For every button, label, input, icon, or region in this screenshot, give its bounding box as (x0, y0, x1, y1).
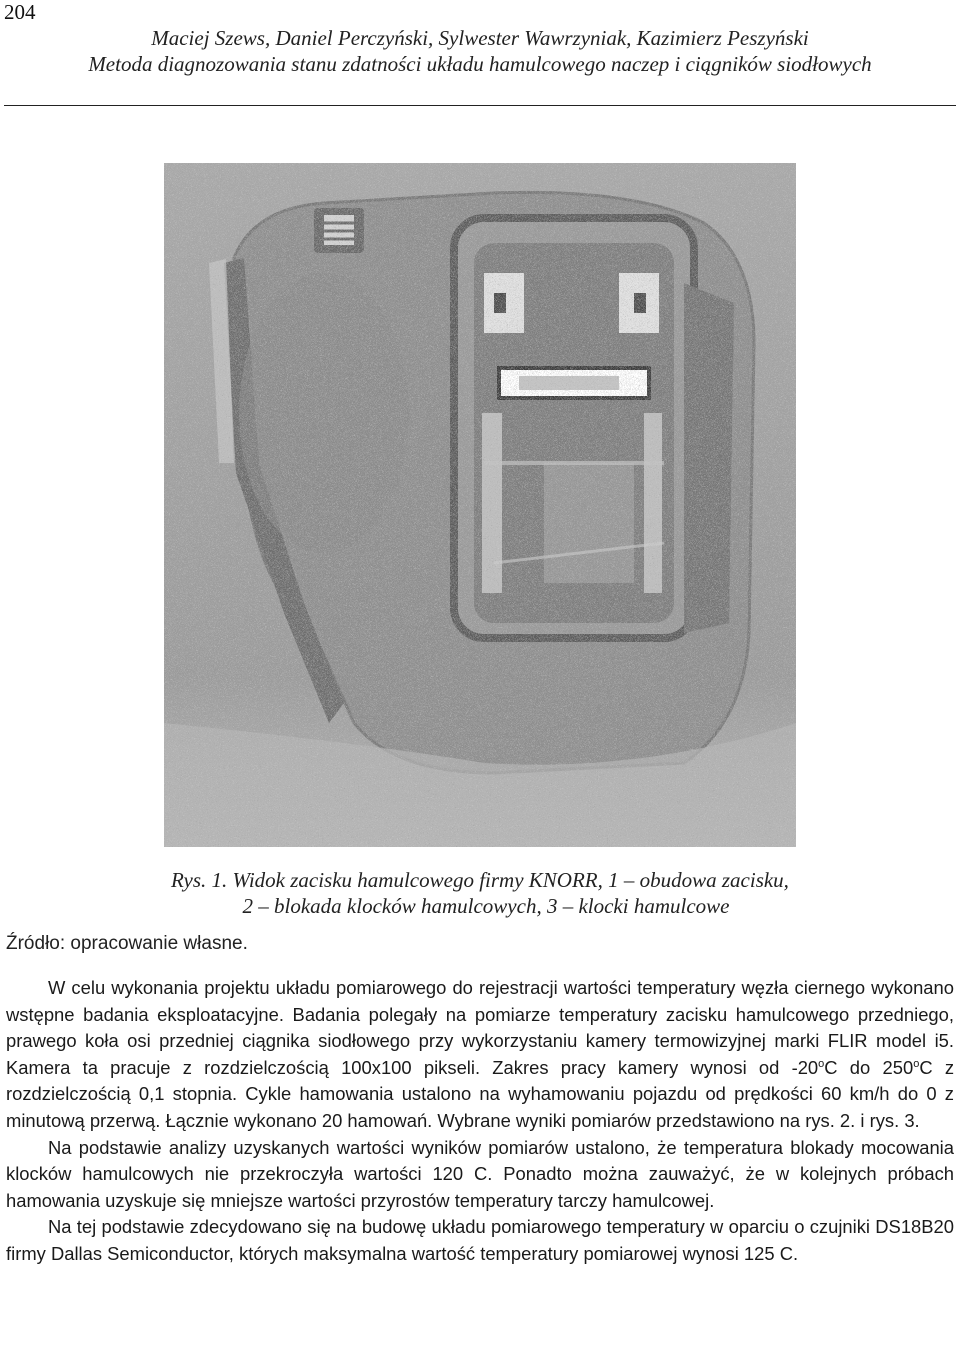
running-head-title: Metoda diagnozowania stanu zdatności układu hamulcowego naczep i ciągników siodłowych (88, 52, 872, 76)
paragraph-1 (6, 975, 954, 1135)
degree-superscript-2: o (913, 1057, 920, 1070)
paragraph-1-part-a: W celu wykonania projektu układu pomiarowego do rejestracji wartości temperatury węzła ciernego wykonano wstępne badania eksploatacyjne. Badania polegały na pomiarze temperatury zacisku hamulcowego przedniego, prawego koła osi przedniej ciągnika siodłowego przy wykorzystaniu kamery termowizyjnej marki FLIR model i5. Kamera ta pracuje z rozdzielczością 100x100 pikseli. Zakres pracy kamery wynosi od -20 (6, 977, 954, 1078)
header-rule (4, 105, 956, 106)
paragraph-1-part-b: C do 250 (824, 1056, 914, 1078)
body-text (6, 975, 954, 1268)
paragraph-1-part-c: C z rozdzielczością 0,1 stopnia. Cykle hamowania ustalono na wyhamowaniu pojazdu od prędkości 60 km/h do 0 z minutową przerwą. Łącznie wykonano 20 hamowań. Wybrane wyniki pomiarów przedstawiono na rys. 2. i rys. 3. (6, 1056, 955, 1131)
degree-superscript-1: o (818, 1057, 825, 1070)
brake-caliper-photo (164, 163, 796, 847)
figure-caption-line2: 2 – blokada klocków hamulcowych, 3 – klocki hamulcowe (242, 894, 730, 918)
paragraph-2: Na podstawie analizy uzyskanych wartości wyników pomiarów ustalono, że temperatura blokady mocowania klocków hamulcowych nie przekroczyła wartości 120 C. Ponadto można zauważyć, że w kolejnych próbach hamowania uzyskuje się mniejsze wartości przyrostów temperatury tarczy hamulcowej. (6, 1136, 954, 1211)
page-number: 204 (4, 0, 36, 24)
figure-source: Źródło: opracowanie własne. (6, 933, 248, 954)
running-head-authors: Maciej Szews, Daniel Perczyński, Sylwester Wawrzyniak, Kazimierz Peszyński (151, 26, 809, 50)
paragraph-3: Na tej podstawie zdecydowano się na budowę układu pomiarowego temperatury w oparciu o czujniki DS18B20 firmy Dallas Semiconductor, których maksymalna wartość temperatury pomiarowej wynosi 125 C. (6, 1216, 954, 1264)
figure-caption-line1: Rys. 1. Widok zacisku hamulcowego firmy KNORR, 1 – obudowa zacisku, (171, 868, 789, 892)
